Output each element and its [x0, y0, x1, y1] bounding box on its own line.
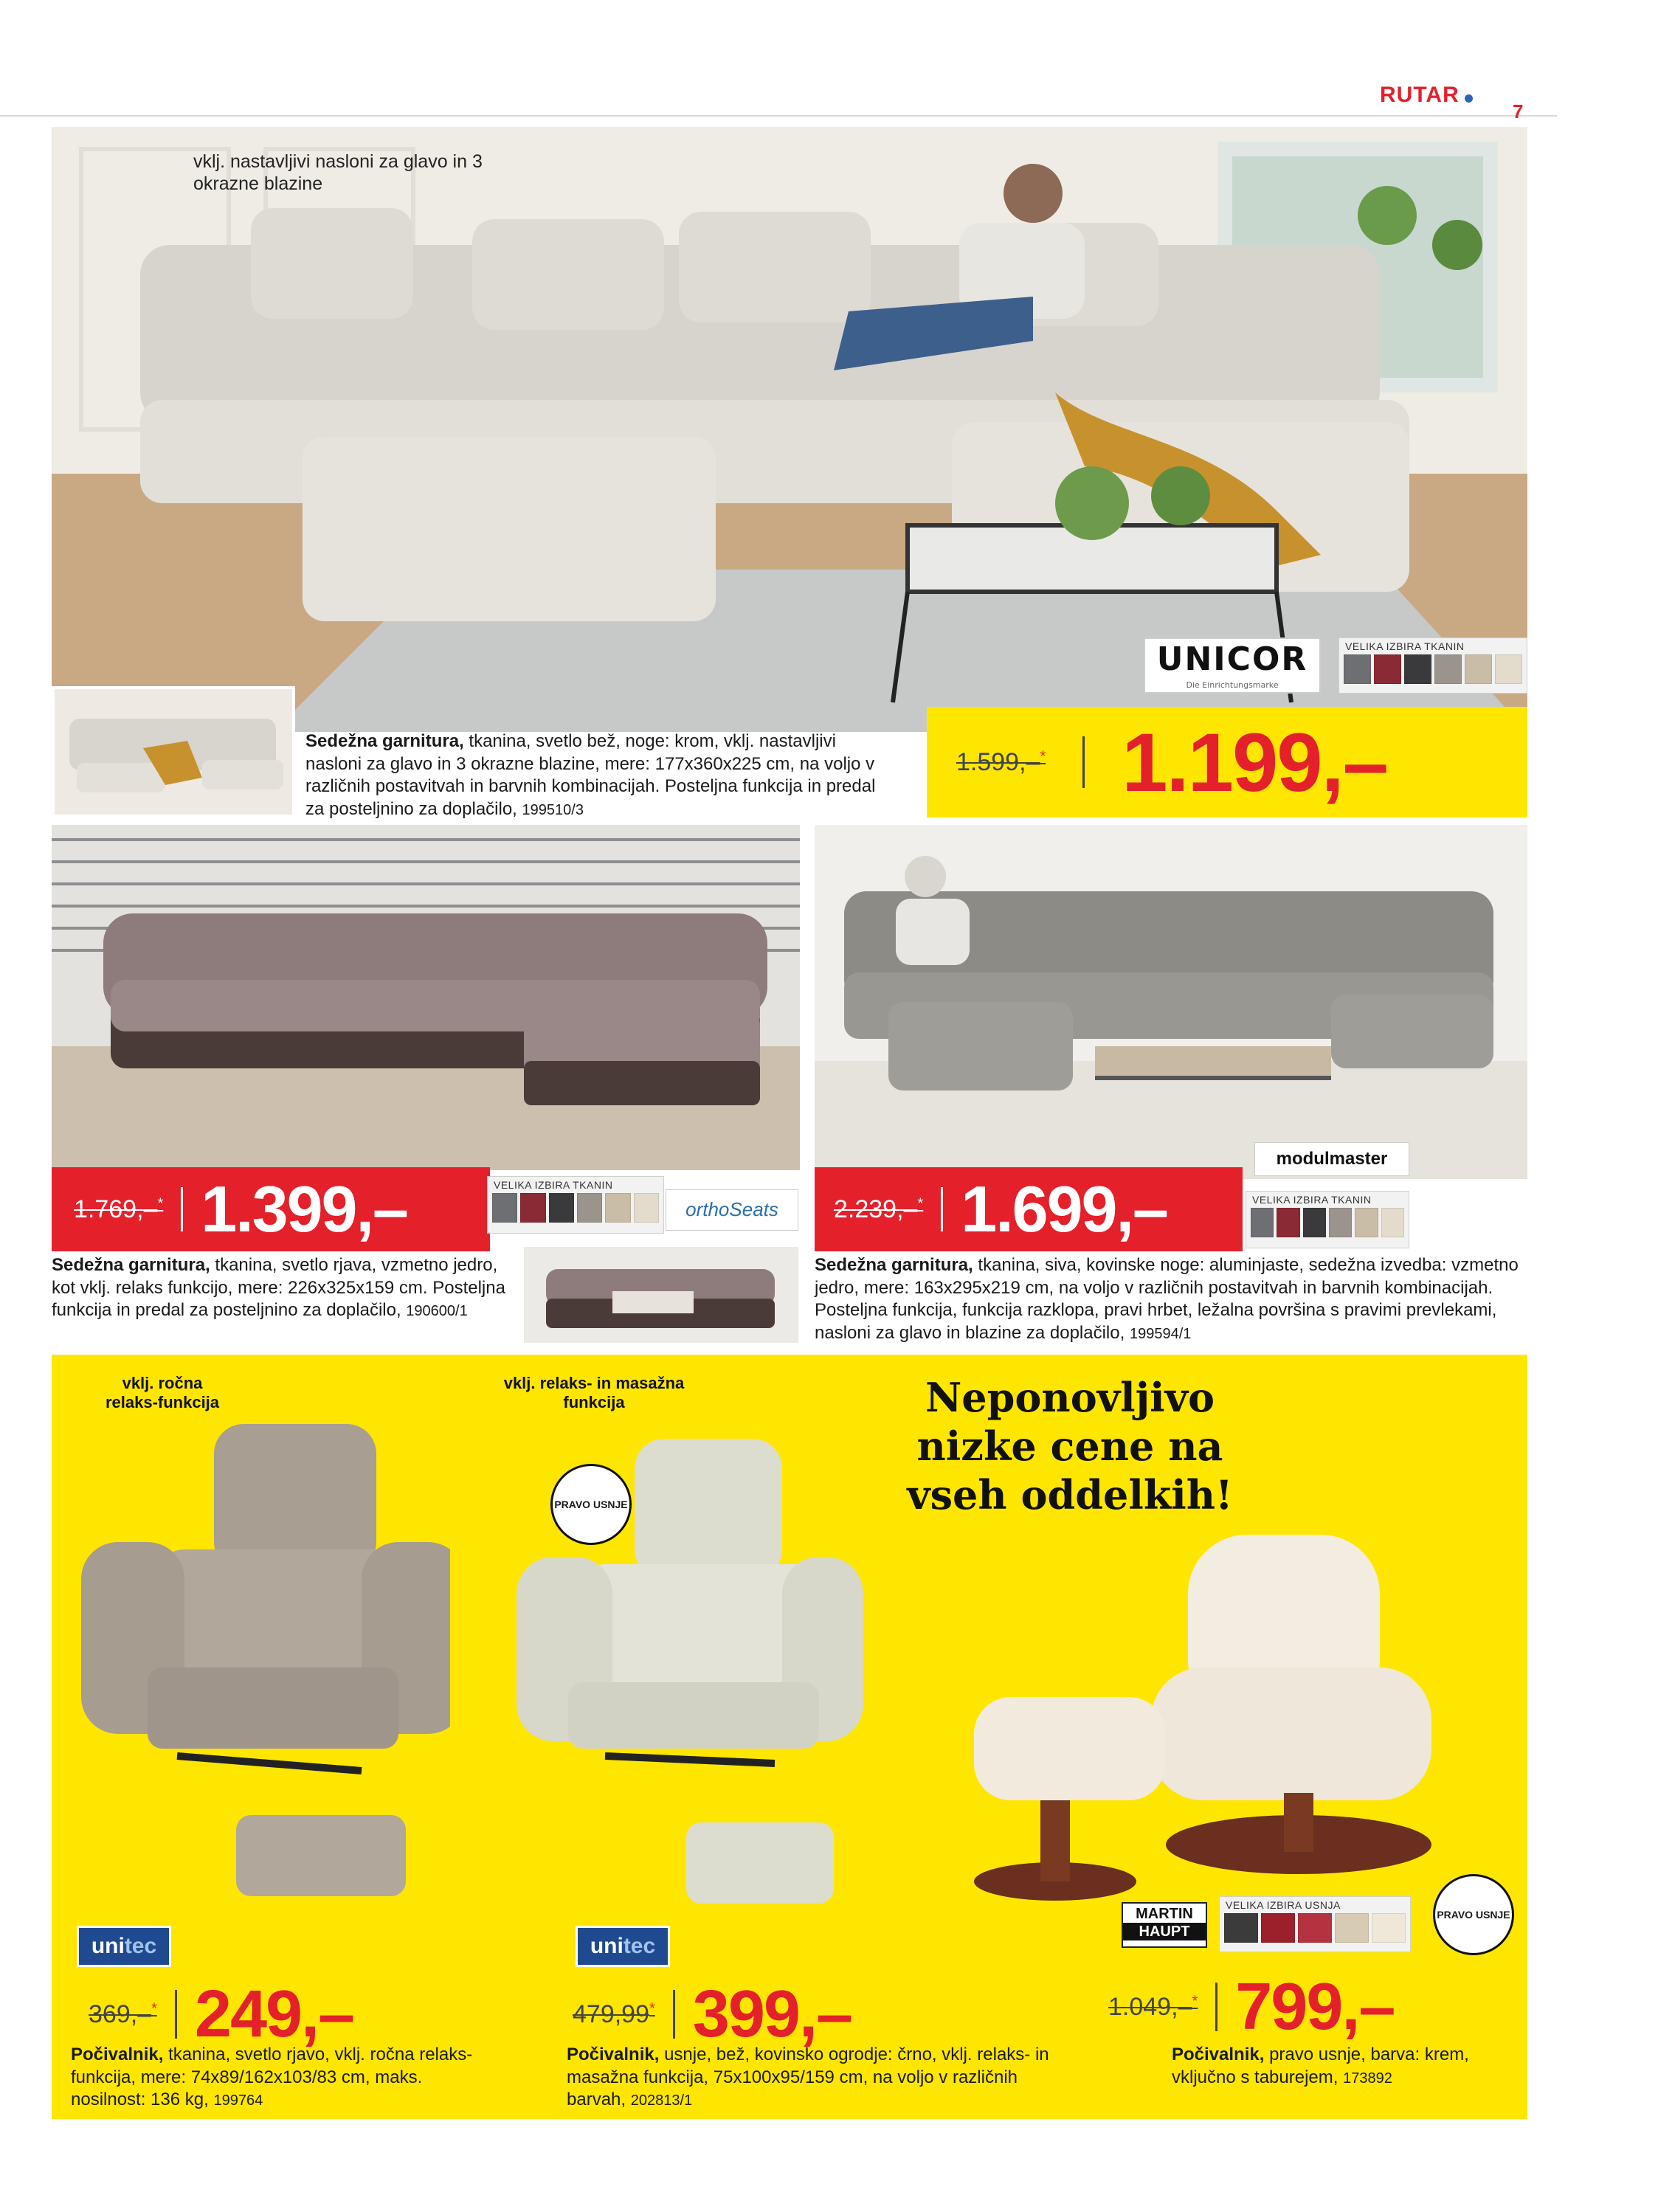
recliner-3-description [1172, 2044, 1511, 2089]
product-description: tkanina, svetlo rjava, vzmetno jedro, kot vklj. relaks funkcijo, mere: 226x325x159 cm. Posteljna funkcija in predal za posteljnino za doplačilo, [52, 1255, 505, 1321]
swatch-title: VELIKA IZBIRA TKANIN [494, 1179, 613, 1191]
swatch-row [1220, 1913, 1410, 1947]
price-separator [181, 1187, 183, 1231]
old-price-mark: * [1040, 748, 1046, 765]
sofa-unicor-swatch-panel [1339, 637, 1527, 694]
swatch [1277, 1208, 1299, 1237]
new-price: 1.199,– [1122, 716, 1387, 809]
price-separator [1082, 736, 1085, 788]
swatch-title: VELIKA IZBIRA TKANIN [1345, 640, 1465, 652]
unicor-logo-text: UNICOR [1156, 640, 1308, 678]
old-price-mark: * [1192, 1993, 1198, 2010]
old-price-mark: * [917, 1195, 924, 1212]
old-price [834, 1195, 923, 1224]
sofa-ortho-inset-photo [524, 1247, 798, 1343]
recliner-1-photo [66, 1402, 450, 1918]
product-code: 202813/1 [630, 2092, 693, 2109]
header-divider [0, 115, 1557, 117]
swatch-row [1339, 654, 1527, 688]
product-title: Sedežna garnitura, [305, 731, 464, 751]
new-price: 1.699,– [961, 1172, 1167, 1245]
swatch [634, 1193, 659, 1223]
logo-part-b: tec [124, 1934, 157, 1958]
old-price-value: 1.599,– [956, 747, 1040, 776]
recliner-2-photo [509, 1409, 863, 1926]
old-price-mark: * [157, 1195, 164, 1212]
swatch [1355, 1208, 1378, 1237]
logo-part-a: uni [91, 1934, 125, 1958]
logo-part-a: MARTIN [1136, 1906, 1193, 1922]
recliner-1-price-box [89, 1977, 472, 2051]
swatch [1434, 654, 1462, 684]
sofa-ortho-swatch-panel [487, 1176, 664, 1234]
old-price [1108, 1993, 1198, 2022]
swatch [1381, 1208, 1404, 1237]
product-title: Sedežna garnitura, [815, 1255, 973, 1275]
logo-part-a: uni [590, 1934, 624, 1958]
new-price: 249,– [194, 1977, 354, 2051]
recliner-1-callout: vklj. ročna relaks-funkcija [105, 1374, 220, 1412]
page-number: 7 [1513, 100, 1524, 122]
new-price: 799,– [1235, 1969, 1395, 2044]
sofa-unicor-callout: vklj. nastavljivi nasloni za glavo in 3 okrazne blazine [193, 151, 483, 194]
price-separator [673, 1990, 675, 2039]
product-description: tkanina, svetlo bež, noge: krom, vklj. nastavljivi nasloni za glavo in 3 okrazne blazine, mere: 177x360x225 cm, na voljo v različnih postavitvah in barvnih kombinacijah. Posteljna funkcija in predal za posteljnino za doplačilo, [305, 731, 876, 820]
recliner-1-brand-logo [77, 1926, 171, 1967]
sofa-ortho-description [52, 1254, 517, 1322]
swatch [1404, 654, 1431, 684]
sofa-unicor-price-box [927, 707, 1527, 818]
product-description: tkanina, siva, kovinske noge: aluminjaste, sedežna izvedba: vzmetno jedro, mere: 163x295x219 cm, na voljo v različnih postavitvah in barvnih kombinacijah. Posteljna funkcija, funkcija razklopa, pravi hrbet, ležalna površina s pravimi prevlekami, nasloni za glavo in blazine za doplačilo, [815, 1255, 1519, 1344]
swatch [605, 1193, 630, 1223]
swatch-title: VELIKA IZBIRA USNJA [1226, 1899, 1341, 1911]
swatch [1372, 1913, 1406, 1943]
brand-dot-icon [1465, 94, 1473, 103]
product-code: 199764 [213, 2092, 263, 2109]
recliner-2-price-box [573, 1977, 956, 2051]
sofa-unicor-inset-photo [52, 686, 295, 818]
swatch [1251, 1208, 1274, 1237]
old-price-value: 369,– [89, 2000, 152, 2028]
new-price: 1.399,– [201, 1172, 407, 1245]
swatch-title: VELIKA IZBIRA TKANIN [1252, 1194, 1372, 1206]
old-price [89, 2000, 157, 2029]
sofa-modul-photo [815, 825, 1527, 1179]
badge-text: PRAVO USNJE [554, 1498, 628, 1510]
swatch [492, 1193, 517, 1223]
swatch [549, 1193, 574, 1223]
product-code: 199594/1 [1129, 1326, 1192, 1343]
new-price: 399,– [692, 1977, 852, 2051]
swatch [1298, 1913, 1332, 1943]
sofa-ortho-photo [52, 825, 800, 1170]
swatch [1465, 654, 1492, 684]
orthoseats-brand-logo: orthoSeats [666, 1189, 798, 1231]
recliner-2-callout: vklj. relaks- in masažna funkcija [503, 1374, 685, 1412]
old-price [74, 1195, 163, 1224]
recliner-3-brand-logo [1122, 1902, 1207, 1948]
swatch [577, 1193, 602, 1223]
product-title: Počivalnik, [567, 2045, 660, 2064]
old-price-value: 1.049,– [1108, 1992, 1192, 2021]
swatch [1344, 654, 1371, 684]
product-description: usnje, bež, kovinsko ogrodje: črno, vklj. relaks- in masažna funkcija, 75x100x95/159 cm, na voljo v različnih barvah, [567, 2045, 1049, 2110]
swatch [520, 1193, 545, 1223]
recliner-3-price-box [1108, 1970, 1507, 2044]
recliner-2-brand-logo [576, 1926, 670, 1967]
brand-logo: RUTAR [1380, 83, 1460, 107]
price-separator [175, 1990, 177, 2039]
logo-part-b: tec [623, 1934, 656, 1958]
old-price [573, 2000, 655, 2029]
recliner-2-description [567, 2044, 1054, 2112]
old-price-value: 2.239,– [834, 1195, 918, 1223]
product-description: pravo usnje, barva: krem, vključno s taburejem, [1172, 2045, 1469, 2087]
swatch [1261, 1913, 1295, 1943]
swatch-row [1246, 1208, 1409, 1242]
old-price [956, 748, 1046, 777]
recliner-3-leather-badge [1433, 1874, 1514, 1955]
swatch [1495, 654, 1522, 684]
swatch [1329, 1208, 1352, 1237]
sofa-modul-swatch-panel [1246, 1191, 1409, 1248]
sofa-ortho-price-box [52, 1167, 490, 1251]
price-separator [941, 1187, 943, 1231]
old-price-value: 1.769,– [74, 1195, 158, 1223]
slogan-headline: Neponovljivo nizke cene na vseh oddelkih! [907, 1374, 1233, 1518]
old-price-mark: * [649, 2000, 655, 2017]
product-code: 199510/3 [522, 802, 584, 819]
logo-part-b: HAUPT [1123, 1923, 1206, 1940]
badge-text: PRAVO USNJE [1437, 1908, 1510, 1921]
product-code: 190600/1 [406, 1303, 468, 1320]
modulmaster-brand-logo: modulmaster [1254, 1142, 1409, 1176]
product-title: Počivalnik, [1172, 2045, 1265, 2064]
old-price-value: 479,99 [573, 2000, 649, 2028]
swatch-row [488, 1193, 663, 1227]
product-title: Počivalnik, [71, 2045, 164, 2064]
swatch [1374, 654, 1401, 684]
price-separator [1215, 1983, 1217, 2031]
recliner-3-swatch-panel [1219, 1896, 1411, 1952]
unicor-logo-subtext: Die Einrichtungsmarke [1186, 680, 1279, 690]
swatch [1335, 1913, 1369, 1943]
product-description: tkanina, svetlo rjavo, vklj. ročna relaks-funkcija, mere: 74x89/162x103/83 cm, maks. nosilnost: 136 kg, [71, 2045, 473, 2110]
unicor-brand-logo [1144, 637, 1321, 694]
swatch [1224, 1913, 1258, 1943]
product-code: 173892 [1343, 2070, 1392, 2087]
product-title: Sedežna garnitura, [52, 1255, 210, 1275]
old-price-mark: * [151, 2000, 157, 2017]
sofa-modul-price-box [815, 1167, 1243, 1251]
recliner-1-description [71, 2044, 499, 2112]
recliner-3-photo [952, 1520, 1483, 1918]
swatch [1303, 1208, 1326, 1237]
sofa-modul-description [815, 1254, 1527, 1345]
sofa-unicor-description [305, 730, 896, 821]
